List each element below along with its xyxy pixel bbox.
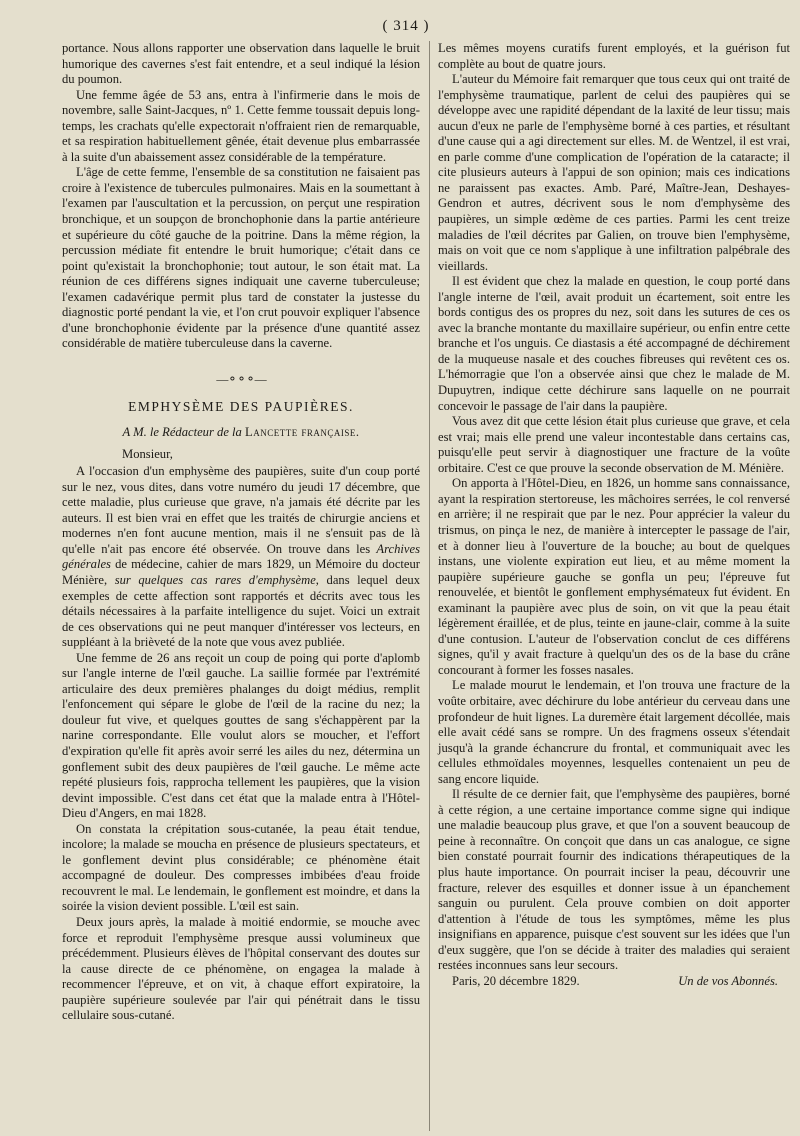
section-title: EMPHYSÈME DES PAUPIÈRES.: [128, 399, 354, 415]
signature-place-date: Paris, 20 décembre 1829.: [452, 973, 580, 988]
section-separator: —⚬⚬⚬—: [216, 371, 266, 386]
page-number: ( 314 ): [382, 18, 430, 34]
text-run: de médecine, cahier de mars 1829, un Mémoire du docteur Ménière,: [62, 557, 420, 587]
paragraph: Le malade mourut le lendemain, et l'on trouva une fracture de la voûte orbitaire, avec déchirure du lobe antérieur du cerveau dans une profondeur de huit lignes. La duremère était largement décollée, mais elle avait cédé sans se rompre. Un des fragmens osseux s'étendait jusqu'à la grande échancrure du frontal, et communiquait avec les cellules ethmoïdales moyennes, lesquelles contenaient un peu de sang encore liquide.: [438, 678, 790, 786]
left-column: [62, 41, 430, 1131]
paragraph: [62, 464, 420, 651]
paragraph: portance. Nous allons rapporter une observation dans laquelle le bruit humorique des cavernes s'est fait entendre, et a seul indiqué la lésion du poumon.: [62, 41, 420, 87]
italic-title: sur quelques cas rares d'emphysème: [114, 572, 316, 587]
paragraph: Les mêmes moyens curatifs furent employés, et la guérison fut complète au bout de quatre jours.: [438, 41, 790, 71]
text-run: A l'occasion d'un emphysème des paupières, suite d'un coup porté sur le nez, vous dites, dans votre numéro du jeudi 17 décembre, que cette maladie, plus curieuse que grave, n'a jamais été décrite par les auteurs. Il est bien vrai en effet que les traités de chirurgie anciens et modernes n'en font aucune mention, mais il ne s'ensuit pas de là qu'elle n'ait pas encore été observée. On trouve dans les: [62, 464, 420, 556]
paragraph: L'auteur du Mémoire fait remarquer que tous ceux qui ont traité de l'emphysème traumatique, parlent de celui des paupières qui se développe avec une rapidité dépendant de la laxité de leur tissu; mais aucun d'eux ne parle de l'emphysème borné à ces parties, et résultant d'une cause qui a agi directement sur elles. M. de Wentzel, il est vrai, en parle comme d'une complication de l'opération de la cataracte; il cite plusieurs auteurs à l'appui de son opinion; mais ces indications ne paraissent pas exactes. Amb. Paré, Maître-Jean, Deshayes-Gendron et autres, décrivent sous le nom d'emphysème des paupières, un simple œdème de ces parties. Parmi les cent treize maladies de l'œil décrites par Galien, on trouve bien l'emphysème, mais on voit que ce nom s'applique à une infiltration palpébrale des vieillards.: [438, 72, 790, 273]
italic-title: Archives générales: [62, 541, 420, 572]
paragraph: Il est évident que chez la malade en question, le coup porté dans l'angle interne de l'œil, avait produit un écartement, soit entre les bords contigus des os propres du nez, soit dans les sutures de ces os avec la branche montante du maxillaire supérieur, ou enfin entre cette branche et l'os unguis. Ce diastasis a été accompagné de déchirement de la muqueuse nasale et des couches fibreuses qui revêtent ces os. L'hémorragie que l'on a observée ainsi que chez le malade de M. Dupuytren, indique cette déchirure sans laquelle on ne pourrait concevoir le passage de l'air dans la paupière.: [438, 274, 790, 413]
right-column: [430, 41, 790, 1131]
paragraph: On apporta à l'Hôtel-Dieu, en 1826, un homme sans connaissance, ayant la respiration stertoreuse, les mâchoires serrées, le col renversé en arrière; il ne respirait que par le nez. Pour apprécier la valeur du trismus, on pinça le nez, de manière à intercepter le passage de l'air, et à donner lieu à l'ouverture de la bouche; au bout de quelques instans, une violente expiration eut lieu, et au même moment la paupière supérieure gauche se gonfla un peu; l'épreuve fut renouvelée, et bientôt le gonflement emphysémateux fut évident. En examinant la paupière avec plus de soin, on vit que la peau était légèrement éraillée, et de plus, teinte en jaune-clair, comme à la suite d'une contusion. L'auteur de l'observation conclut de ces différens signes, qu'il y avait fracture à quelqu'un des os de la base du crâne concourant à former les fosses nasales.: [438, 476, 790, 677]
salutation: Monsieur,: [122, 446, 173, 461]
paragraph: Il résulte de ce dernier fait, que l'emphysème des paupières, borné à cette région, a une certaine importance comme signe qui indique une maladie beaucoup plus grave, et que l'on a souvent beaucoup de peine à reconnaître. On conçoit que dans un cas analogue, ce signe bien constaté pourrait fournir des indications thérapeutiques de la plus haute importance. On pourrait inciser la peau, découvrir une fracture, relever des esquilles et donner issue à un épanchement sanguin ou purulent. Cela prouve combien on doit apporter d'attention à l'étude de tous les symptômes, même les plus insignifians en apparence, puisque c'est souvent sur les idées que l'un d'eux suggère, que l'on se décide à traiter des maladies qui seraient restées inconnues sans leur secours.: [438, 787, 790, 973]
paragraph: Une femme de 26 ans reçoit un coup de poing qui porte d'aplomb sur l'angle interne de l'œil gauche. La saillie formée par l'extrémité articulaire des deux premières phalanges du doigt médius, remplit l'enfoncement qui sépare le globe de l'œil de la racine du nez; la douleur fut vive, et quelques gouttes de sang s'échappèrent par la narine correspondante. Elle voulut alors se moucher, et l'effort d'expiration qu'elle fit après avoir serré les ailes du nez, détermina un gonflement subit des deux paupières de l'œil gauche. Le même acte repété plusieurs fois, rapprocha tellement les paupières, que la vision devint impossible. C'est dans cet état que la malade entra à l'Hôtel-Dieu d'Angers, en mai 1828.: [62, 650, 420, 821]
paragraph: L'âge de cette femme, l'ensemble de sa constitution ne faisaient pas croire à l'existence de tubercules pulmonaires. Mais en la soumettant à l'examen par l'auscultation et la percussion, on perçut une respiration bronchique, et un soupçon de bronchophonie dans la partie antérieure et supérieure du côté gauche de la poitrine. Dans la même région, la percussion médiate fit entendre le bruit humorique; c'était dans ce point qu'existait la bronchophonie; tout autour, le son était mat. La réunion de ces différens signes indiquait une caverne tuberculeuse; l'examen cadavérique permit plus tard de constater la justesse du diagnostic porté pendant la vie, et l'on crut pouvoir expliquer l'absence d'une bronchophonie évidente par la présence d'une quantité assez considérable de matière tuberculeuse dans la caverne.: [62, 165, 420, 351]
paragraph: Vous avez dit que cette lésion était plus curieuse que grave, et cela est vrai; mais elle prend une valeur incontestable dans certains cas, puisqu'elle peut servir à diagnostiquer une fracture de la voûte orbitaire. C'est ce que prouve la seconde observation de M. Ménière.: [438, 414, 790, 475]
journal-name: Lancette française.: [245, 425, 360, 440]
two-column-body: [62, 41, 790, 1131]
letter-signature: [438, 974, 790, 990]
signature-name: Un de vos Abonnés.: [678, 973, 778, 988]
text-run: , dans lequel deux exemples de cette affection sont rapportés et décrits avec tous les détails nécessaires à la parfaite intelligence du sujet. Voici un extrait de ces observations qui ne peut manquer d'intéresser vos lecteurs, en suppléant à la brièveté de la note que vous avez publiée.: [62, 572, 420, 650]
paragraph: On constata la crépitation sous-cutanée, la peau était tendue, incolore; la malade se moucha en présence de plusieurs spectateurs, et le gonflement devint plus considérable; ce phénomène était accompagné de douleur. Des compresses imbibées d'eau froide recouvrent le mal. Le lendemain, le gonflement est moindre, et dans la soirée la vision devient possible. L'œil est sain.: [62, 821, 420, 914]
addressee-prefix: A M. le Rédacteur de la: [122, 425, 246, 440]
paragraph: Une femme âgée de 53 ans, entra à l'infirmerie dans le mois de novembre, salle Saint-Jacques, nº 1. Cette femme toussait depuis long-temps, les crachats qu'elle expectorait n'offraient rien de remarquable, et sa respiration habituellement gênée, était devenue plus embarrassée à la suite d'un abaissement assez considérable de la température.: [62, 87, 420, 164]
letter-addressee: [62, 425, 420, 441]
paragraph: Deux jours après, la malade à moitié endormie, se mouche avec force et reproduit l'emphysème presque aussi volumineux que précédemment. Plusieurs élèves de l'hôpital conservant des doutes sur la cause directe de ce phénomène, on engagea la malade à recommencer l'épreuve, et on vit, à chaque effort expiratoire, la paupière supérieure soulevée par l'air qui pénétrait dans le tissu cellulaire sous-cutané.: [62, 914, 420, 1023]
